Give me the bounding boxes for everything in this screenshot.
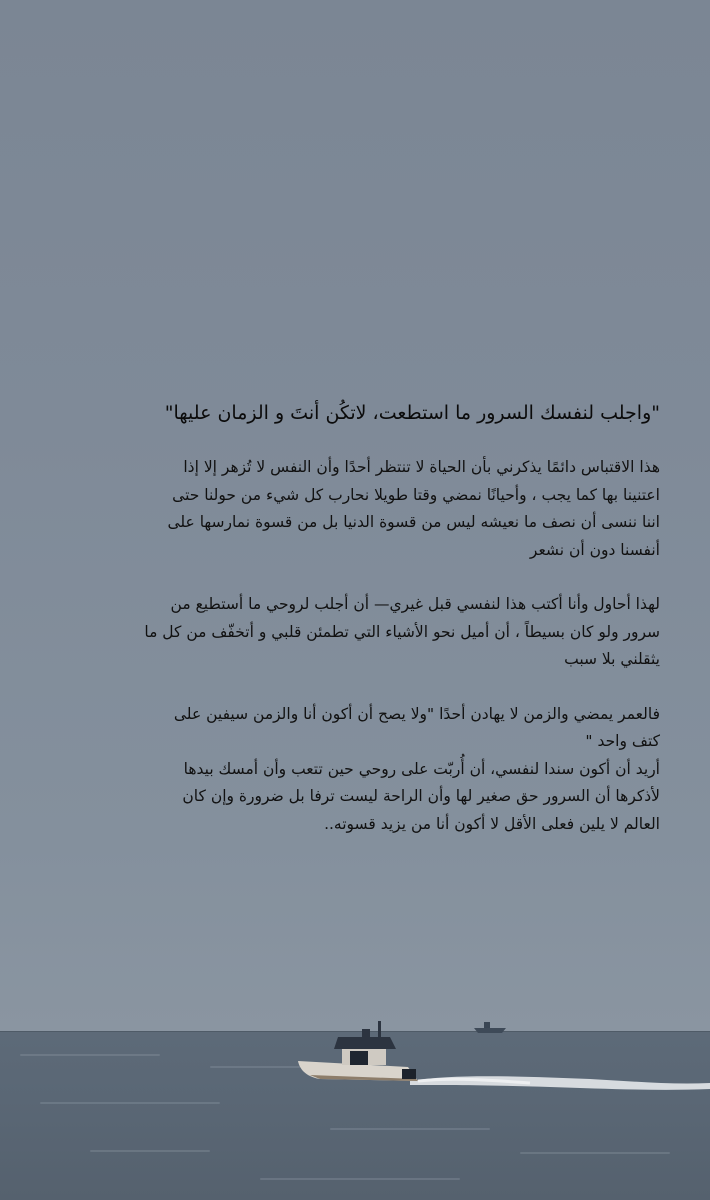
paragraph-line: العالم لا يلين فعلى الأقل لا أكون أنا من يزيد قسوته..	[324, 814, 660, 833]
paragraph-line: هذا الاقتباس دائمًا يذكرني بأن الحياة لا تنتظر أحدًا وأن النفس لا تُزهر إلا إذا	[183, 458, 660, 476]
paragraph-line: اعتنينا بها كما يجب ، وأحيانًا نمضي وقتا طويلا نحارب كل شيء من حولنا حتى	[172, 485, 660, 504]
wave	[260, 1178, 460, 1180]
paragraph-3	[40, 701, 660, 839]
paragraph-line: لأذكرها أن السرور حق صغير لها وأن الراحة ليست ترفا بل ضرورة وإن كان	[182, 787, 660, 805]
quote-title: "واجلب لنفسك السرور ما استطعت، لاتكُن أنتَ و الزمان عليها"	[164, 402, 660, 424]
wave	[20, 1054, 160, 1056]
paragraph-line: أريد أن أكون سندا لنفسي، أن أُربّت على روحي حين تتعب وأن أمسك بيدها	[183, 759, 660, 778]
paragraph-line: كتف واحد "	[585, 732, 660, 750]
paragraph-line: يثقلني بلا سبب	[564, 650, 660, 668]
motorboat	[290, 1015, 710, 1095]
paragraph-line: سرور ولو كان بسيطاً ، أن أميل نحو الأشياء التي تطمئن قلبي و أتخفّف من كل ما	[144, 622, 660, 641]
paragraph-line: اننا ننسى أن نصف ما نعيشه ليس من قسوة الدنيا بل من قسوة نمارسها على	[167, 513, 660, 531]
paragraph-1	[40, 454, 660, 564]
paragraph-line: أنفسنا دون أن نشعر	[529, 540, 660, 559]
paragraph-line: فالعمر يمضي والزمن لا يهادن أحدًا "ولا يصح أن أكون أنا والزمن سيفين على	[173, 704, 660, 723]
text-overlay	[40, 398, 660, 838]
wave	[210, 1066, 300, 1068]
wave	[90, 1150, 210, 1152]
paragraph-2	[40, 591, 660, 674]
wave	[330, 1128, 490, 1130]
paragraph-line: لهذا أحاول وأنا أكتب هذا لنفسي قبل غيري— أن أجلب لروحي ما أستطيع من	[170, 595, 660, 613]
wave	[520, 1152, 670, 1154]
wave	[40, 1102, 220, 1104]
